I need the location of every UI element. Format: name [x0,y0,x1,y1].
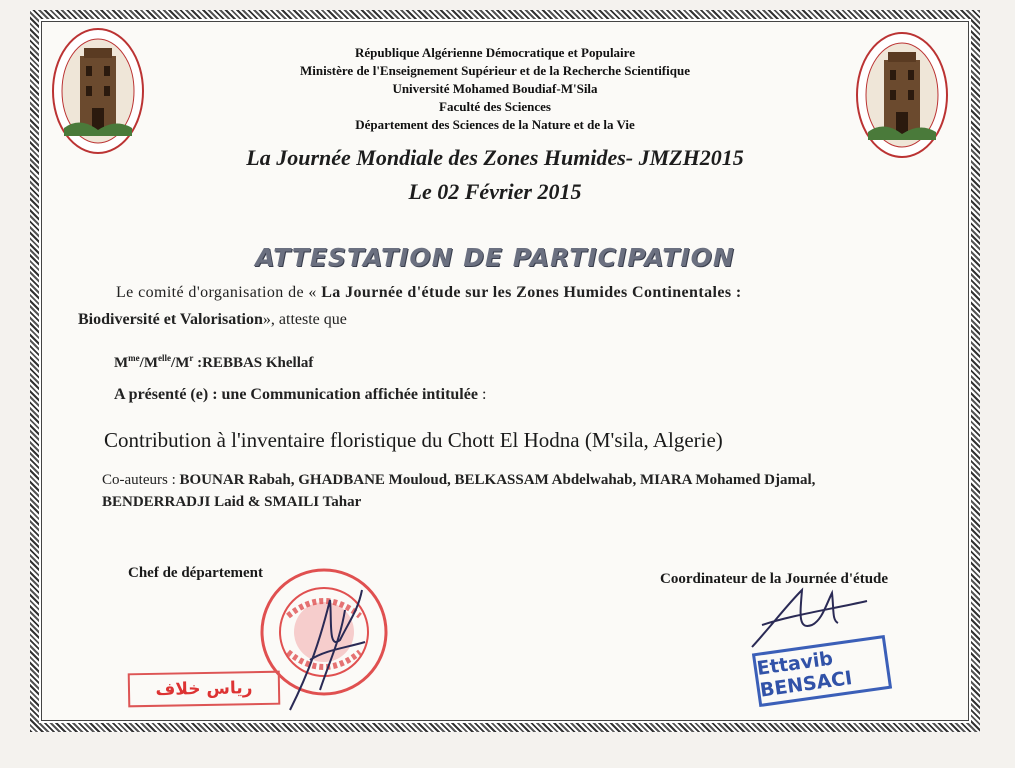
sup-elle: elle [158,353,172,363]
title-m3: M [175,355,190,371]
participant-line: $M^{me}/M^{elle}/M^r$ :REBBAS Khellaf [114,353,314,371]
header-line-faculty: Faculté des Sciences [439,99,551,114]
right-signature-title: Coordinateur de la Journée d'étude [660,571,889,587]
attestation-title: ATTESTATION DE PARTICIPATION [255,243,735,272]
coordinator-name-stamp: Ettavib BENSACI [752,635,892,707]
communication-title: Contribution à l'inventaire floristique du Chott El Hodna (M'sila, Algerie) [104,428,723,452]
left-signature-title: Chef de département [128,565,263,581]
presented-label: A présenté (e) : une Communication affichée intitulée [114,386,478,403]
university-seal-right [854,30,950,160]
header-line-university: Université Mohamed Boudiaf-M'Sila [392,81,598,96]
title-m1: M [114,355,129,371]
intro-line-2 [78,311,347,329]
intro-line-1 [116,284,952,302]
title-m2: M [143,355,159,371]
intro-prefix: Le comité d'organisation de « [116,284,317,301]
intro-event-name: La Journée d'étude sur les Zones Humides Continentales : [321,284,742,301]
institution-header [150,44,840,134]
coauthors-line-2: BENDERRADJI Laid & SMAILI Tahar [102,494,362,510]
presented-colon: : [481,386,487,403]
presented-line [114,386,486,404]
sup-r: r [189,353,194,363]
left-name-stamp: رياس خلاف [128,671,281,708]
header-line-ministry: Ministère de l'Enseignement Supérieur et de la Recherche Scientifique [300,63,690,78]
coauthors-label: Co-auteurs : [102,472,176,488]
university-seal-left [50,26,146,156]
header-line-department: Département des Sciences de la Nature et de la Vie [355,117,635,132]
intro-event-name-cont: Biodiversité et Valorisation [78,311,263,328]
event-date: Le 02 Février 2015 [408,179,582,204]
event-title: La Journée Mondiale des Zones Humides- JMZH2015 [246,145,744,170]
left-handwritten-signature [270,580,380,720]
intro-suffix: », atteste que [262,311,347,328]
participant-name: :REBBAS Khellaf [197,355,314,371]
coauthors-names-1: BOUNAR Rabah, GHADBANE Mouloud, BELKASSAM Abdelwahab, MIARA Mohamed Djamal, [179,472,816,488]
sup-me: me [128,353,140,363]
header-line-republic: République Algérienne Démocratique et Populaire [355,45,635,60]
coauthors-line-1 [102,472,815,489]
